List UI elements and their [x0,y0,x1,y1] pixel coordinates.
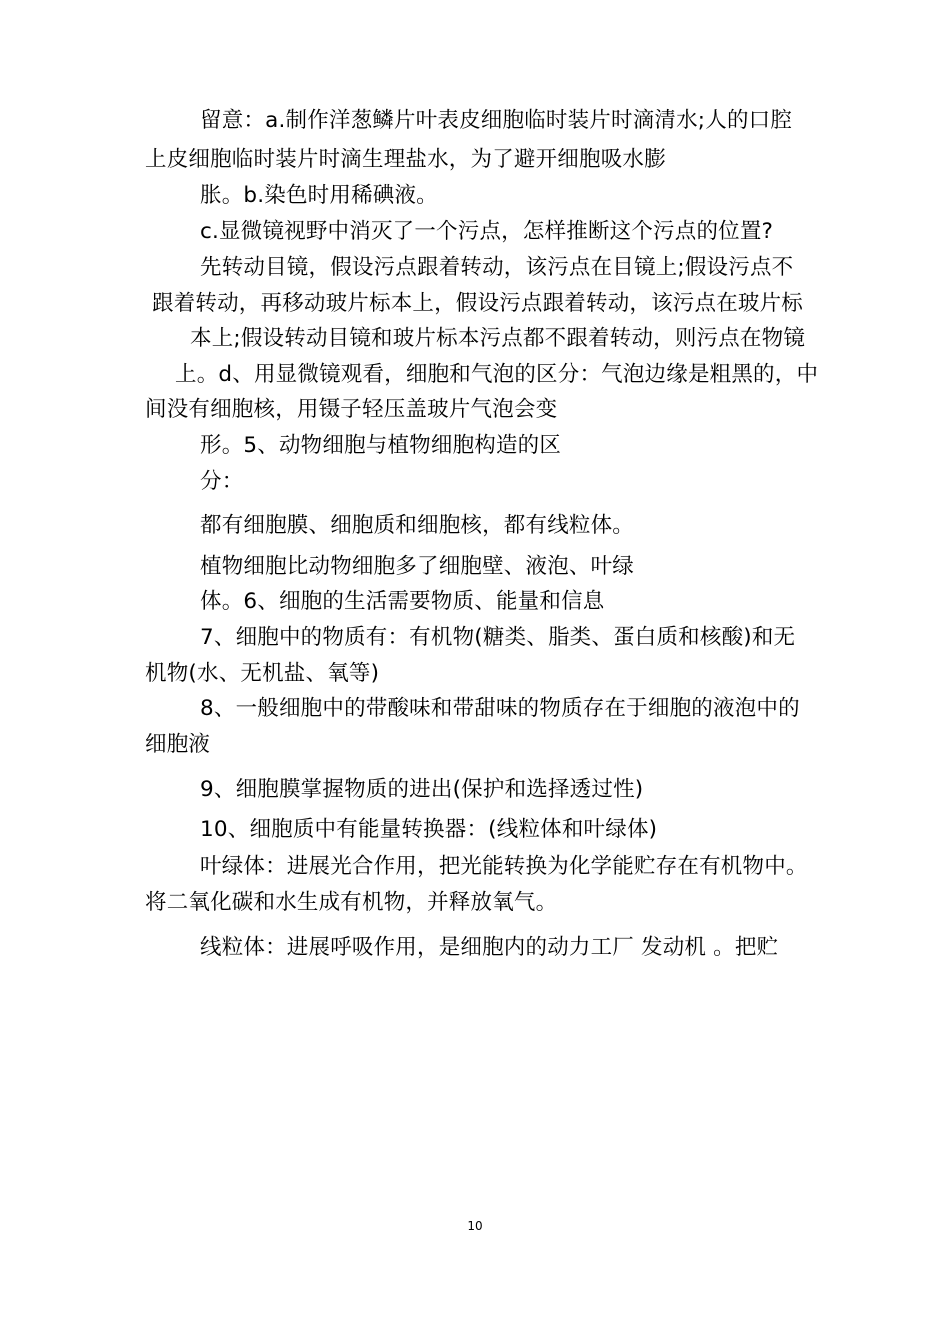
text-line: 都有细胞膜、细胞质和细胞核，都有线粒体。 [200,513,635,538]
text-line: 线粒体：进展呼吸作用，是细胞内的动力工厂 发动机 。把贮 [200,935,779,960]
text-line: 上皮细胞临时装片时滴生理盐水，为了避开细胞吸水膨 [145,147,666,172]
text-line: 叶绿体：进展光合作用，把光能转换为化学能贮存在有机物中。 [200,854,808,879]
text-line: 细胞液 [145,732,211,757]
text-line: 8、一般细胞中的带酸味和带甜味的物质存在于细胞的液泡中的 [200,696,800,721]
text-line: 9、细胞膜掌握物质的进出(保护和选择透过性) [200,777,644,802]
text-line: 机物(水、无机盐、氧等) [145,661,380,686]
text-line: 胀。b.染色时用稀碘液。 [200,183,438,208]
text-line: c.显微镜视野中消灭了一个污点，怎样推断这个污点的位置? [200,219,774,244]
text-line: 先转动目镜，假设污点跟着转动，该污点在目镜上;假设污点不 [200,255,794,280]
text-line: 10、细胞质中有能量转换器：(线粒体和叶绿体) [200,817,658,842]
text-line: 间没有细胞核，用镊子轻压盖玻片气泡会变 [145,397,558,422]
text-line: 上。d、用显微镜观看，细胞和气泡的区分：气泡边缘是粗黑的，中 [175,362,819,387]
text-line: 体。6、细胞的生活需要物质、能量和信息 [200,589,605,614]
text-line: 植物细胞比动物细胞多了细胞壁、液泡、叶绿 [200,554,635,579]
text-line: 跟着转动，再移动玻片标本上，假设污点跟着转动，该污点在玻片标 [152,291,804,316]
text-line: 留意：a.制作洋葱鳞片叶表皮细胞临时装片时滴清水;人的口腔 [200,108,793,133]
text-line: 将二氧化碳和水生成有机物，并释放氧气。 [145,890,558,915]
text-line: 分： [200,469,244,494]
text-line: 形。5、动物细胞与植物细胞构造的区 [200,433,562,458]
text-line: 本上;假设转动目镜和玻片标本污点都不跟着转动，则污点在物镜 [190,326,806,351]
text-line: 7、细胞中的物质有：有机物(糖类、脂类、蛋白质和核酸)和无 [200,625,796,650]
page-number: 10 [467,1219,483,1233]
